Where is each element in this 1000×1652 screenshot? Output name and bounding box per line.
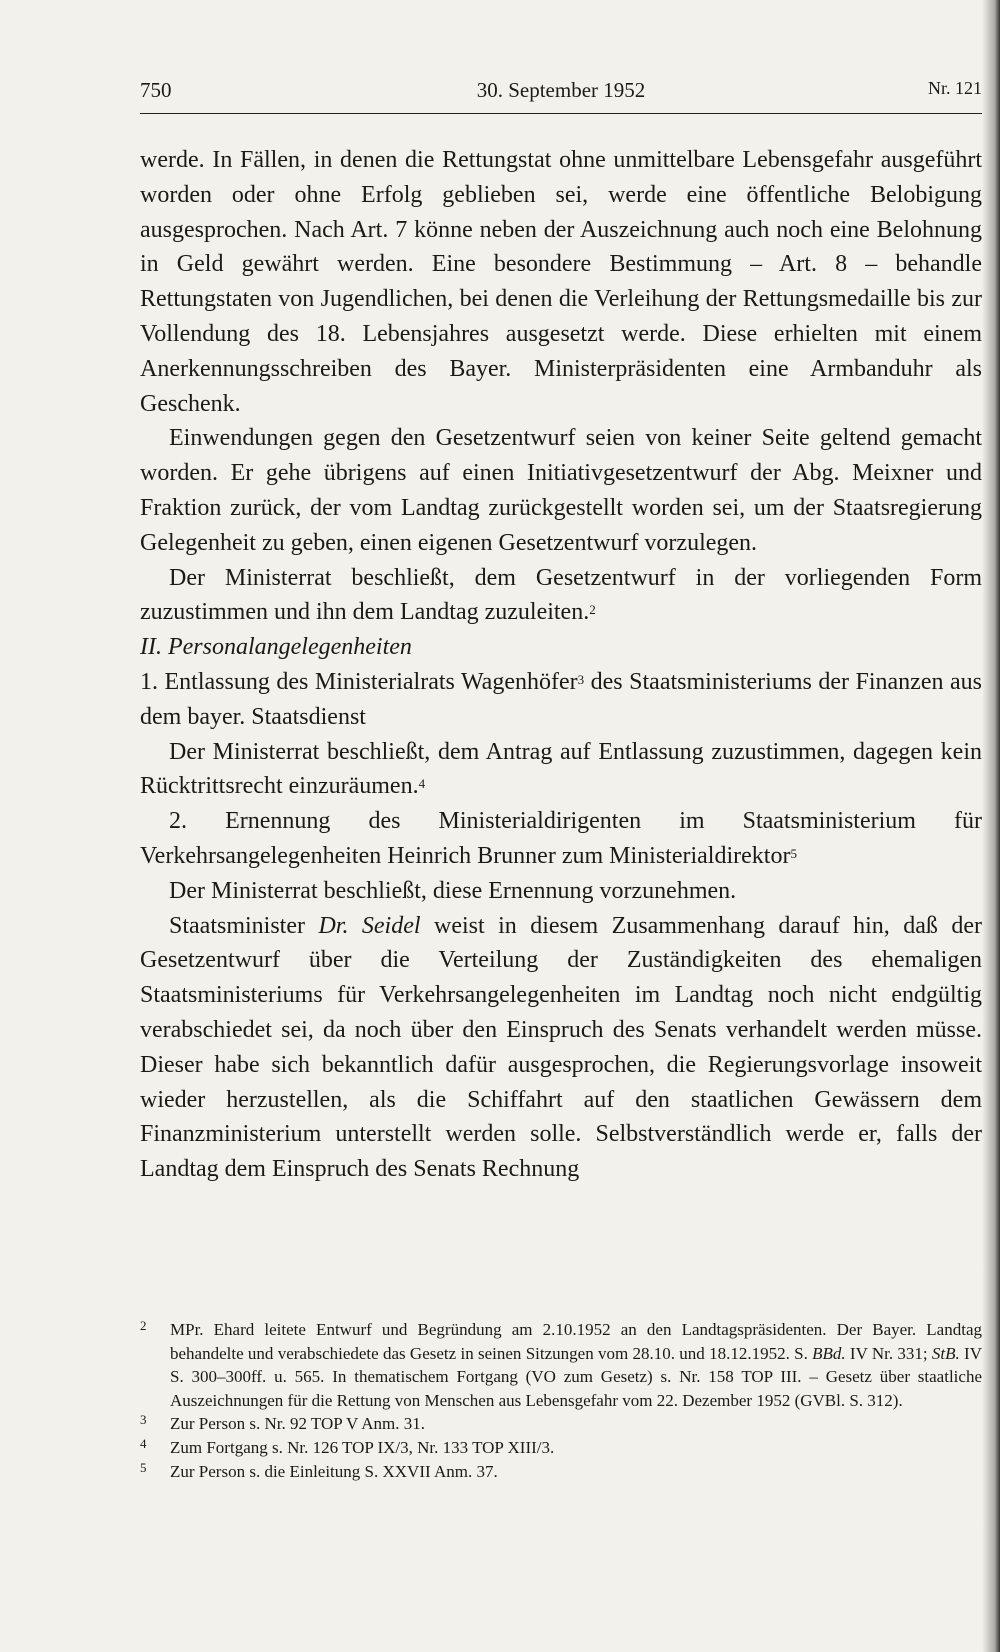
paragraph-einwendungen: Einwendungen gegen den Gesetzentwurf seien von keiner Seite geltend gemacht worden. Er gehe übrigens auf einen Initiativgesetzentwurf der Abg. Meixner und Fraktion zurück, der vom Landtag zurückgestellt worden sei, um der Staatsregierung Gelegenheit zu geben, einen eigenen Gesetzentwurf vorzulegen. <box>140 425 982 556</box>
footnote-ref[interactable]: 4 <box>418 776 426 792</box>
paragraph-text: Der Ministerrat beschließt, dem Gesetzentwurf in der vorliegenden Form zuzustimmen und ihn dem Landtag zuzuleiten. <box>140 564 982 626</box>
agenda-item-1 <box>140 665 982 735</box>
footnote-ref[interactable]: 3 <box>577 671 585 687</box>
document-number: Nr. 121 <box>928 78 982 98</box>
paragraph-text-start: Staatsminister <box>169 912 319 939</box>
footnote-number: 5 <box>140 1459 147 1475</box>
page-number: 750 <box>140 78 172 102</box>
footnote-3 <box>140 1412 982 1436</box>
agenda-item-2 <box>140 804 982 874</box>
footnote-text: MPr. Ehard leitete Entwurf und Begründung am 2.10.1952 an den Landtagspräsidenten. Der Bayer. Landtag behandelte und verabschiedete das Gesetz in seinen Sitzungen vom 28.10. und 18.12.1952. S. <box>170 1320 982 1363</box>
footnote-text: IV S. 300–300ff. u. 565. In thematischem Fortgang (VO zum Gesetz) s. Nr. 158 TOP III. – Gesetz über staatliche Auszeichnungen für die Rettung von Menschen aus Lebensgefahr vom 22. Dezember 1952 (GVBl. S. 312). <box>170 1343 982 1410</box>
agenda-item-text: 2. Ernennung des Ministerialdirigenten im Staatsministerium für Verkehrsangelegenheiten Heinrich Brunner zum Ministerialdirektor <box>140 808 982 869</box>
agenda-item-text-rest: des Staatsministeriums der Finanzen aus dem bayer. Staatsdienst <box>140 668 982 730</box>
paragraph-beschluss-ernennung: Der Ministerrat beschließt, diese Ernennung vorzunehmen. <box>169 877 737 904</box>
footnote-abbrev: BBd. <box>812 1343 846 1363</box>
footnote-number: 3 <box>140 1412 147 1428</box>
paragraph-beschluss-entlassung <box>140 735 982 805</box>
footnote-4 <box>140 1436 982 1460</box>
footnotes <box>140 1318 982 1483</box>
footnote-5 <box>140 1460 982 1484</box>
running-header <box>140 78 982 112</box>
speaker-name: Dr. Seidel <box>318 912 421 939</box>
footnote-ref[interactable]: 2 <box>589 602 596 618</box>
footnote-text: Zum Fortgang s. Nr. 126 TOP IX/3, Nr. 133 TOP XIII/3. <box>170 1437 555 1457</box>
paragraph-text-rest: weist in diesem Zusammenhang darauf hin, daß der Gesetzentwurf über die Verteilung der Zuständigkeiten des ehemaligen Staatsministeriums für Verkehrsangelegenheiten im Landtag noch nicht endgültig verabschiedet sei, da noch über den Einspruch des Senats verhandelt werden müsse. Dieser habe sich bekanntlich dafür ausgesprochen, die Regierungsvorlage insoweit wieder herzustellen, als die Schiffahrt auf den staatlichen Gewässern dem Finanzministerium unterstellt werden solle. Selbstverständlich werde er, falls der Landtag dem Einspruch des Senats Rechnung <box>140 912 983 1183</box>
footnote-text: Zur Person s. die Einleitung S. XXVII Anm. 37. <box>170 1461 498 1481</box>
footnote-number: 4 <box>140 1435 147 1451</box>
main-text <box>140 143 982 1187</box>
paragraph-rettungstat: werde. In Fällen, in denen die Rettungstat ohne unmittelbare Lebensgefahr ausgeführt worden oder ohne Erfolg geblieben sei, werde eine öffentliche Belobigung ausgesprochen. Nach Art. 7 könne neben der Auszeichnung auch noch eine Belohnung in Geld gewährt werden. Eine besondere Bestimmung – Art. 8 – behandle Rettungstaten von Jugendlichen, bei denen die Verleihung der Rettungsmedaille bis zur Vollendung des 18. Lebensjahres ausgesetzt werde. Diese erhielten mit einem Anerkennungsschreiben des Bayer. Ministerpräsidenten eine Armbanduhr als Geschenk. <box>140 147 982 417</box>
footnote-number: 2 <box>140 1318 147 1333</box>
footnote-ref[interactable]: 5 <box>790 845 797 861</box>
section-heading: II. Personalangelegenheiten <box>140 634 412 661</box>
agenda-item-text: 1. Entlassung des Ministerialrats Wagenhöfer <box>140 668 578 695</box>
header-rule <box>140 113 982 114</box>
footnote-text: Zur Person s. Nr. 92 TOP V Anm. 31. <box>170 1414 426 1434</box>
footnote-abbrev: StB. <box>931 1343 960 1363</box>
paragraph-seidel <box>140 909 982 1187</box>
footnote-2 <box>140 1318 982 1412</box>
paragraph-beschluss-gesetzentwurf <box>140 561 982 631</box>
footnote-text: IV Nr. 331; <box>845 1343 932 1363</box>
header-date: 30. September 1952 <box>476 78 646 102</box>
page-edge-shadow <box>982 0 1000 1652</box>
paragraph-text: Der Ministerrat beschließt, dem Antrag auf Entlassung zuzustimmen, dagegen kein Rücktrittsrecht einzuräumen. <box>140 738 982 800</box>
